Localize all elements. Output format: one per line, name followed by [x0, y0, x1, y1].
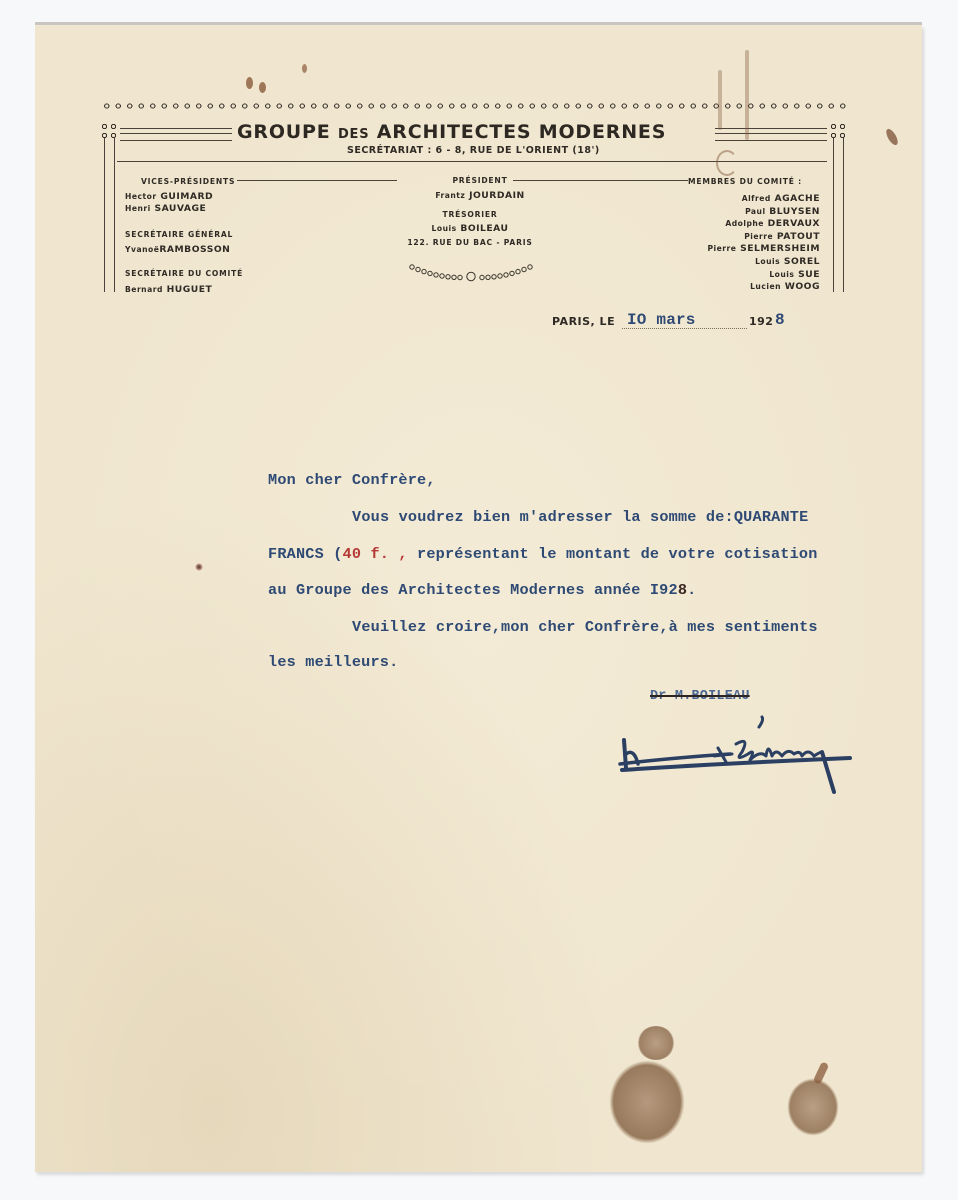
committee-secretary-label: SECRÉTAIRE DU COMITÉ	[125, 269, 244, 278]
body-line-4: Veuillez croire,mon cher Confrère,à mes sentiments	[352, 618, 818, 636]
last-name: SELMERSHEIM	[740, 243, 820, 255]
water-stain	[787, 1078, 839, 1136]
title-word-des: DES	[337, 127, 370, 142]
organization-title	[237, 121, 666, 143]
dotted-border-top	[101, 102, 849, 110]
first-name: Pierre	[707, 244, 737, 254]
francs-text: FRANCS (	[268, 545, 343, 563]
vice-president-2	[125, 203, 206, 214]
vice-president-1	[125, 191, 213, 202]
decorative-chain-ornament	[408, 263, 534, 287]
frame-vline-left-inner	[114, 138, 115, 292]
committee-member	[660, 231, 820, 244]
first-name: Alfred	[741, 194, 771, 203]
water-stain	[609, 1060, 685, 1144]
triple-rule-right	[715, 128, 827, 141]
frame-vline-right-inner	[833, 138, 834, 292]
secretary-general-label: SECRÉTAIRE GÉNÉRAL	[125, 230, 234, 239]
typed-date: IO mars	[627, 311, 696, 329]
committee-member	[660, 206, 820, 219]
triple-rule-left	[120, 128, 232, 141]
treasurer-name	[370, 223, 570, 234]
dateline-prefix: PARIS, LE	[552, 315, 616, 328]
body-line-1: Vous voudrez bien m'adresser la somme de:QUARANTE	[352, 508, 809, 526]
body-line-5: les meilleurs.	[268, 653, 399, 671]
water-stain	[637, 1026, 675, 1060]
committee-secretary	[125, 284, 212, 295]
handwritten-signature	[610, 712, 860, 802]
treasurer-address: 122. RUE DU BAC - PARIS	[407, 238, 533, 247]
speck	[195, 563, 203, 571]
amount-red-text: 40 f. ,	[342, 545, 408, 563]
president-name	[380, 190, 580, 201]
first-name: Henri	[125, 204, 151, 213]
first-name: Pierre	[744, 231, 774, 241]
last-name: HUGUET	[166, 284, 213, 295]
president-label: PRÉSIDENT	[452, 176, 508, 185]
committee-member	[660, 193, 820, 206]
vice-presidents-label: VICES-PRÉSIDENTS	[141, 177, 236, 186]
committee-member	[660, 218, 820, 231]
title-word-groupe: GROUPE	[237, 121, 331, 143]
overtyped-year-digit: 8	[677, 581, 688, 599]
committee-members-label: MEMBRES DU COMITÉ :	[688, 177, 803, 186]
line3-period: .	[687, 581, 697, 599]
rule-left-to-president	[237, 180, 397, 181]
last-name: RAMBOSSON	[159, 244, 231, 255]
ink-stain	[259, 82, 266, 93]
last-name: PATOUT	[776, 230, 820, 242]
frame-vline-left-outer	[104, 138, 105, 292]
first-name: Paul	[745, 206, 766, 216]
last-name: JOURDAIN	[469, 190, 525, 201]
last-name: SUE	[798, 268, 820, 280]
committee-member	[660, 281, 820, 294]
last-name: SAUVAGE	[154, 203, 207, 214]
title-word-architectes-modernes: ARCHITECTES MODERNES	[376, 121, 667, 143]
last-name: AGACHE	[774, 193, 820, 204]
rust-streak	[745, 50, 749, 140]
first-name: Lucien	[750, 282, 781, 292]
line3-text: au Groupe des Architectes Modernes année I92	[268, 581, 678, 599]
first-name: Bernard	[125, 285, 163, 294]
struck-typed-name: Dr M.BOILEAU	[650, 689, 750, 704]
dot-pair-right	[829, 122, 847, 140]
year-typed: 8	[775, 311, 785, 329]
first-name: Frantz	[435, 191, 466, 200]
frame-vline-right-outer	[843, 138, 844, 292]
secretariat-address: SECRÉTARIAT : 6 - 8, RUE DE L'ORIENT (18')	[347, 145, 600, 156]
first-name: Hector	[125, 192, 157, 201]
last-name: BLUYSEN	[769, 205, 820, 217]
body-line-3	[268, 581, 696, 599]
secretary-general	[125, 244, 230, 255]
last-name: WOOG	[784, 281, 820, 293]
first-name: Louis	[755, 256, 781, 266]
last-name: BOILEAU	[460, 223, 509, 234]
body-line-2	[268, 545, 818, 563]
first-name: Louis	[431, 224, 457, 233]
first-name: Louis	[769, 269, 795, 279]
rule-president-to-right	[513, 180, 688, 181]
committee-member	[660, 256, 820, 269]
line2-rest: représentant le montant de votre cotisation	[407, 545, 818, 563]
committee-member	[660, 243, 820, 256]
committee-members-list	[660, 193, 820, 294]
rust-curl	[716, 150, 738, 176]
ink-stain	[246, 77, 253, 89]
first-name: Adolphe	[725, 219, 764, 229]
year-printed: 192	[749, 315, 774, 328]
committee-member	[660, 269, 820, 282]
last-name: SOREL	[783, 255, 820, 267]
rust-streak	[718, 70, 722, 130]
treasurer-label: TRÉSORIER	[442, 210, 498, 219]
first-name: Yvanoë	[125, 245, 160, 254]
ink-stain	[302, 64, 307, 73]
salutation: Mon cher Confrère,	[268, 471, 436, 489]
last-name: DERVAUX	[767, 218, 820, 230]
last-name: GUIMARD	[160, 191, 214, 202]
